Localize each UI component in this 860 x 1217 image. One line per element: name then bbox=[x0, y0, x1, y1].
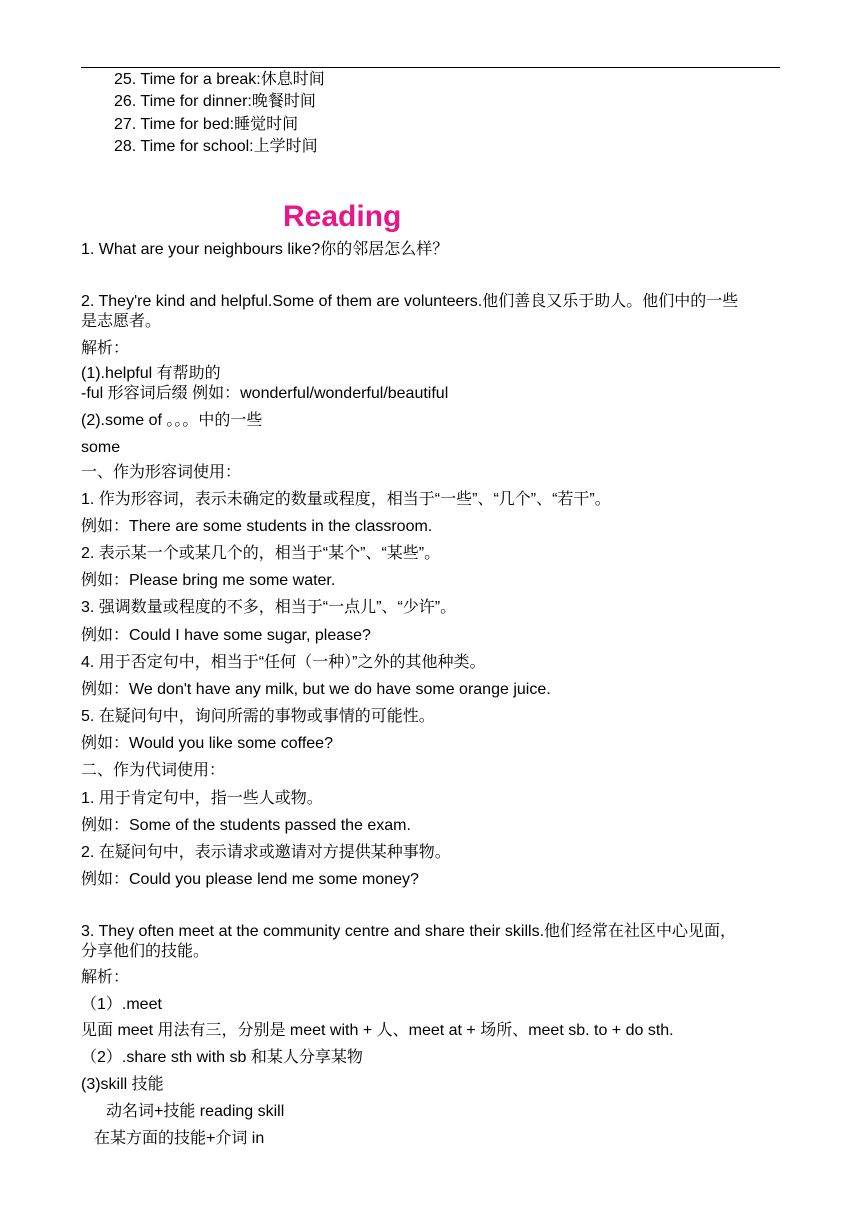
note-line: 1. 作为形容词，表示未确定的数量或程度，相当于“一些”、“几个”、“若干”。 bbox=[81, 491, 611, 508]
list-item: 26. Time for dinner:晚餐时间 bbox=[114, 93, 316, 110]
sentence-3: 3. They often meet at the community centre and share their skills.他们经常在社区中心见面， bbox=[81, 923, 737, 940]
subheading: 二、作为代词使用： bbox=[81, 762, 226, 779]
note-line: (1).helpful 有帮助的 bbox=[81, 365, 221, 382]
example-line: 例如：Please bring me some water. bbox=[81, 572, 336, 589]
note-line: 见面 meet 用法有三，分别是 meet with + 人、meet at + 场所、meet sb. to + do sth. bbox=[81, 1022, 674, 1039]
example-line: 例如：Could I have some sugar, please? bbox=[81, 627, 371, 644]
note-line: some bbox=[81, 439, 121, 456]
note-line: 在某方面的技能+介词 in bbox=[94, 1130, 265, 1147]
analysis-label: 解析： bbox=[81, 340, 130, 357]
analysis-label: 解析： bbox=[81, 969, 130, 986]
note-line: 2. 在疑问句中，表示请求或邀请对方提供某种事物。 bbox=[81, 844, 451, 861]
sentence-2-cont: 是志愿者。 bbox=[81, 313, 162, 330]
example-line: 例如：Could you please lend me some money? bbox=[81, 871, 419, 888]
example-line: 例如：We don't have any milk, but we do have some orange juice. bbox=[81, 681, 551, 698]
note-line: (2).some of 。。。中的一些 bbox=[81, 412, 263, 429]
note-line: 1. 用于肯定句中，指一些人或物。 bbox=[81, 790, 323, 807]
example-line: 例如：Some of the students passed the exam. bbox=[81, 817, 411, 834]
sentence-1: 1. What are your neighbours like?你的邻居怎么样？ bbox=[81, 241, 449, 258]
note-line: 5. 在疑问句中，询问所需的事物或事情的可能性。 bbox=[81, 708, 435, 725]
note-line: 4. 用于否定句中，相当于“任何（一种）”之外的其他种类。 bbox=[81, 654, 486, 671]
list-item: 25. Time for a break:休息时间 bbox=[114, 71, 325, 88]
list-item: 27. Time for bed:睡觉时间 bbox=[114, 116, 299, 133]
note-line: -ful 形容词后缀 例如：wonderful/wonderful/beautiful bbox=[81, 385, 449, 402]
note-line: 2. 表示某一个或某几个的，相当于“某个”、“某些”。 bbox=[81, 545, 441, 562]
sentence-2: 2. They're kind and helpful.Some of them are volunteers.他们善良又乐于助人。他们中的一些 bbox=[81, 293, 739, 310]
list-item: 28. Time for school:上学时间 bbox=[114, 138, 318, 155]
note-line: （1）.meet bbox=[81, 996, 162, 1013]
subheading: 一、作为形容词使用： bbox=[81, 464, 242, 481]
note-line: （2）.share sth with sb 和某人分享某物 bbox=[81, 1049, 363, 1066]
note-line: 动名词+技能 reading skill bbox=[106, 1103, 285, 1120]
note-line: (3)skill 技能 bbox=[81, 1076, 164, 1093]
example-line: 例如：There are some students in the classroom. bbox=[81, 518, 433, 535]
header-rule bbox=[81, 67, 780, 68]
example-line: 例如：Would you like some coffee? bbox=[81, 735, 333, 752]
sentence-3-cont: 分享他们的技能。 bbox=[81, 943, 210, 960]
section-title: Reading bbox=[283, 200, 402, 233]
note-line: 3. 强调数量或程度的不多，相当于“一点儿”、“少许”。 bbox=[81, 599, 457, 616]
